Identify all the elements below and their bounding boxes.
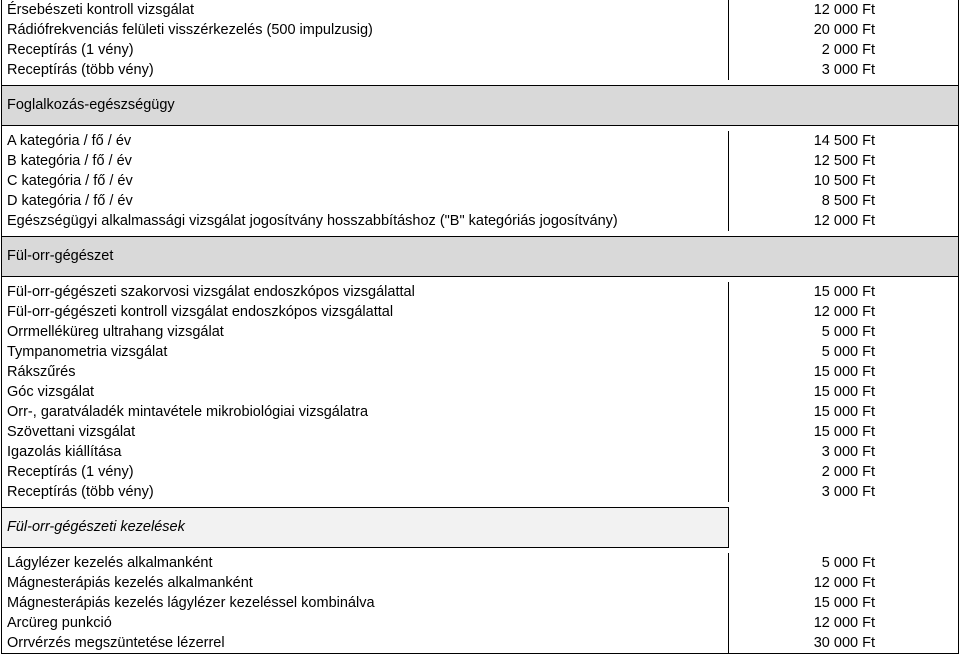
service-name: Érsebészeti kontroll vizsgálat xyxy=(2,0,729,20)
table-row xyxy=(2,60,958,80)
service-price: 12 000 Ft xyxy=(813,213,875,229)
table-row xyxy=(2,593,958,613)
table-row xyxy=(2,573,958,593)
service-price: 10 500 Ft xyxy=(813,173,875,189)
table-row xyxy=(2,191,958,211)
service-price: 12 000 Ft xyxy=(813,615,875,631)
table-row xyxy=(2,131,958,151)
service-price: 15 000 Ft xyxy=(813,384,875,400)
service-price: 12 000 Ft xyxy=(813,575,875,591)
service-price: 12 000 Ft xyxy=(813,304,875,320)
table-row xyxy=(2,482,958,502)
service-name: Mágnesterápiás kezelés alkalmanként xyxy=(2,573,729,593)
service-price: 2 000 Ft xyxy=(821,464,875,480)
service-price: 5 000 Ft xyxy=(821,324,875,340)
service-price: 15 000 Ft xyxy=(813,284,875,300)
service-name: Orrvérzés megszüntetése lézerrel xyxy=(2,633,729,653)
service-price: 12 500 Ft xyxy=(813,153,875,169)
service-price: 8 500 Ft xyxy=(821,193,875,209)
service-price: 5 000 Ft xyxy=(821,344,875,360)
service-price: 14 500 Ft xyxy=(813,133,875,149)
table-row xyxy=(2,422,958,442)
table-row xyxy=(2,613,958,633)
service-price: 5 000 Ft xyxy=(821,555,875,571)
service-name: Receptírás (1 vény) xyxy=(2,462,729,482)
table-row xyxy=(2,402,958,422)
service-name: Receptírás (több vény) xyxy=(2,482,729,502)
service-name: C kategória / fő / év xyxy=(2,171,729,191)
table-row xyxy=(2,462,958,482)
table-row xyxy=(2,302,958,322)
service-name: Lágylézer kezelés alkalmanként xyxy=(2,553,729,573)
section-header-ent: Fül-orr-gégészet xyxy=(2,236,958,277)
service-name: Orr-, garatváladék mintavétele mikrobiológiai vizsgálatra xyxy=(2,402,729,422)
table-row xyxy=(2,171,958,191)
service-name: Orrmelléküreg ultrahang vizsgálat xyxy=(2,322,729,342)
price-list-table xyxy=(1,0,959,654)
service-price: 15 000 Ft xyxy=(813,424,875,440)
subsection-header-ent-treatments xyxy=(2,507,958,548)
service-name: A kategória / fő / év xyxy=(2,131,729,151)
table-row xyxy=(2,211,958,231)
service-name: Igazolás kiállítása xyxy=(2,442,729,462)
service-price: 12 000 Ft xyxy=(813,2,875,18)
section-header-occupational-health: Foglalkozás-egészségügy xyxy=(2,85,958,126)
service-name: D kategória / fő / év xyxy=(2,191,729,211)
table-row xyxy=(2,20,958,40)
service-price: 2 000 Ft xyxy=(821,42,875,58)
service-price: 30 000 Ft xyxy=(813,635,875,651)
service-name: Mágnesterápiás kezelés lágylézer kezeléssel kombinálva xyxy=(2,593,729,613)
service-name: Egészségügyi alkalmassági vizsgálat jogosítvány hosszabbításhoz ("B" kategóriás jogosítvány) xyxy=(2,211,729,231)
table-row xyxy=(2,282,958,302)
table-row xyxy=(2,633,958,653)
service-name: Tympanometria vizsgálat xyxy=(2,342,729,362)
service-price: 15 000 Ft xyxy=(813,404,875,420)
table-row xyxy=(2,0,958,20)
service-price: 3 000 Ft xyxy=(821,484,875,500)
service-price: 3 000 Ft xyxy=(821,62,875,78)
service-name: Góc vizsgálat xyxy=(2,382,729,402)
service-name: Fül-orr-gégészeti kontroll vizsgálat endoszkópos vizsgálattal xyxy=(2,302,729,322)
table-row xyxy=(2,322,958,342)
service-price: 15 000 Ft xyxy=(813,595,875,611)
service-name: Receptírás (1 vény) xyxy=(2,40,729,60)
table-row xyxy=(2,342,958,362)
table-row xyxy=(2,40,958,60)
service-name: Fül-orr-gégészeti szakorvosi vizsgálat endoszkópos vizsgálattal xyxy=(2,282,729,302)
service-price: 3 000 Ft xyxy=(821,444,875,460)
service-name: Rádiófrekvenciás felületi visszérkezelés (500 impulzusig) xyxy=(2,20,729,40)
service-name: Receptírás (több vény) xyxy=(2,60,729,80)
table-row xyxy=(2,382,958,402)
table-row xyxy=(2,442,958,462)
table-row xyxy=(2,151,958,171)
table-row xyxy=(2,362,958,382)
subsection-title: Fül-orr-gégészeti kezelések xyxy=(2,507,729,548)
service-price: 20 000 Ft xyxy=(813,22,875,38)
service-name: Szövettani vizsgálat xyxy=(2,422,729,442)
service-name: Rákszűrés xyxy=(2,362,729,382)
service-name: B kategória / fő / év xyxy=(2,151,729,171)
table-row xyxy=(2,553,958,573)
service-price: 15 000 Ft xyxy=(813,364,875,380)
service-name: Arcüreg punkció xyxy=(2,613,729,633)
